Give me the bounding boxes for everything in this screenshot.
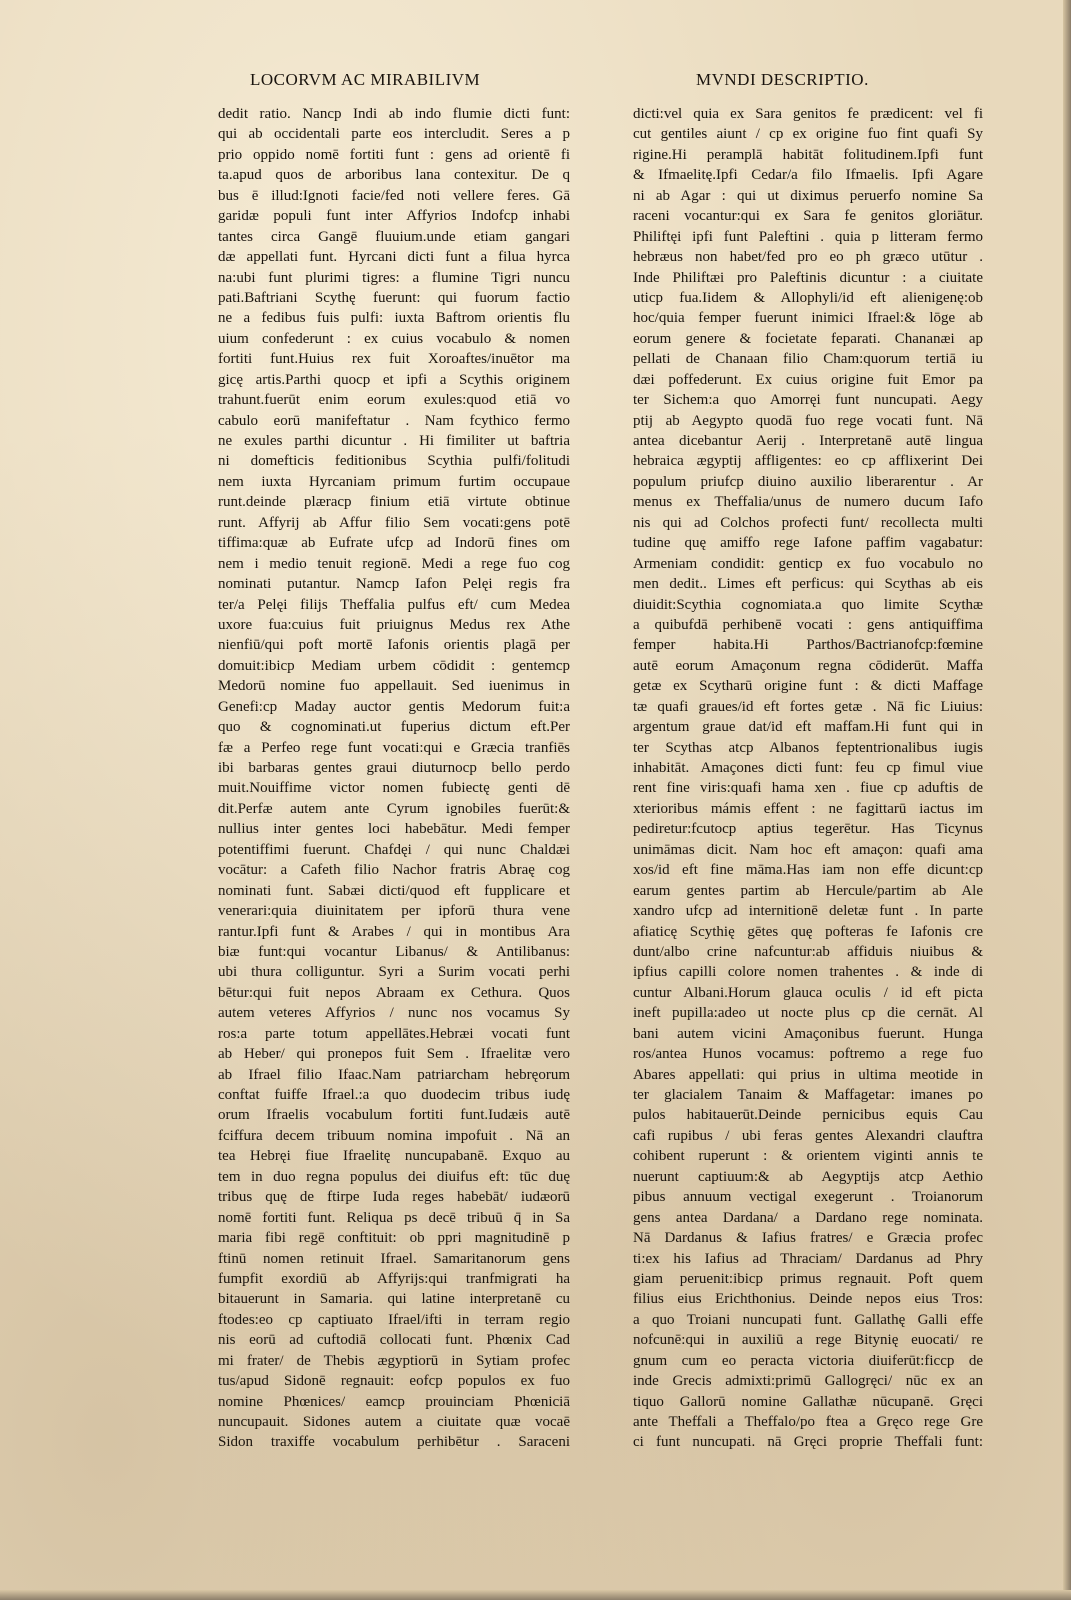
text-line: Armeniam condidit: genticp ex fuo vocabulo no <box>633 555 983 572</box>
text-line: giam peruenit:ibicp primus regnauit. Poft quem <box>633 1270 983 1287</box>
text-line: fortiti funt.Huius rex fuit Xoroaftes/inuētor ma <box>218 351 570 368</box>
text-line: hoc/quia femper fuerunt inimici Ifrael:& lōge ab <box>633 310 983 327</box>
text-line: gens antea Dardana/ a Dardano rege nominata. <box>633 1209 983 1226</box>
text-line: nuncupauit. Sidones autem a ciuitate quæ vocaē <box>218 1414 570 1430</box>
text-line: ineft pupilla:adeo ut nocte plus cp die cernāt. Al <box>633 1005 983 1022</box>
text-line: nomine Phœnices/ eamcp prouinciam Phœniciā <box>218 1393 570 1410</box>
text-line: Medorū nomine fuo appellauit. Sed iuenimus in <box>218 678 570 695</box>
text-line: runt. Affyrij ab Affur filio Sem vocati:gens potē <box>218 514 570 531</box>
text-line: inhabitāt. Amaçones dicti funt: feu cp fimul viue <box>633 760 983 776</box>
text-line: Genefi:cp Maday auctor gentis Medorum fuit:a <box>218 698 570 715</box>
text-line: cafi rupibus / ubi feras gentes Alexandri clauftra <box>633 1127 983 1144</box>
text-line: ti:ex his Iafius ad Thraciam/ Dardanus ad Phry <box>633 1250 983 1267</box>
text-line: ibi barbaras gentes graui diuturnocp bello perdo <box>218 760 570 776</box>
text-line: ci funt nuncupati. nā Gręci proprie Theffali funt: <box>633 1434 983 1451</box>
text-line: nis qui ad Colchos profecti funt/ recollecta multi <box>633 514 983 531</box>
text-line: autē eorum Amaçonum regna cōdiderūt. Maffa <box>633 657 983 674</box>
text-line: & Ifmaelitę.Ipfi Cedar/a filo Ifmaelis. Ipfi Agare <box>633 167 983 184</box>
text-line: ros/antea Hunos vocamus: poftremo a rege fuo <box>633 1046 983 1063</box>
text-line: eorum genere & focietate feparati. Chananæi ap <box>633 330 983 347</box>
text-line: tæ quafi graues/id eft fortes getæ . Nā fic Liuius: <box>633 698 983 715</box>
text-line: dæi poffederunt. Ex cuius origine fuit Emor pa <box>633 371 983 388</box>
text-line: rantur.Ipfi funt & Arabes / qui in montibus Ara <box>218 923 570 940</box>
text-line: filius eius Erichthonius. Deinde nepos eius Tros: <box>633 1291 983 1308</box>
text-line: orum Ifraelis vocabulum fortiti funt.Iudæis autē <box>218 1107 570 1124</box>
text-line: tus/apud Sidonē regnauit: eofcp populos ex fuo <box>218 1373 570 1390</box>
text-line: dunt/albo crine nafcuntur:ab affiduis niuibus & <box>633 943 983 960</box>
text-line: nullius inter gentes loci habebātur. Medi femper <box>218 821 570 838</box>
text-line: tea Hebręi fiue Ifraelitę nuncupabanē. Exquo au <box>218 1148 570 1165</box>
text-line: biæ funt:qui vocantur Libanus/ & Antilibanus: <box>218 943 570 960</box>
text-line: ne exules parthi dicuntur . Hi fimiliter ut baftria <box>218 433 570 449</box>
text-line: Philiftęi ipfi funt Paleftini . quia p litteram fermo <box>633 228 983 245</box>
text-line: tem in duo regna populus dei diuifus eft: tūc duę <box>218 1168 570 1185</box>
text-line: dicti:vel quia ex Sara genitos fe prædicent: vel fi <box>633 106 983 122</box>
text-line: gnum cum eo peracta victoria diuiferūt:ficcp de <box>633 1352 983 1369</box>
text-line: fæ a Perfeo rege funt vocati:qui e Græcia tranfiēs <box>218 739 570 756</box>
text-line: dæ appellati funt. Hyrcani dicti funt a filua hyrca <box>218 249 570 266</box>
page-edge-bottom <box>0 1590 1071 1600</box>
text-line: rent fine viris:quafi hama xen . fiue cp aduftis de <box>633 780 983 797</box>
text-line: quo & cognominati.ut fuperius dictum eft.Per <box>218 719 570 736</box>
text-line: rigine.Hi peramplā habitāt folitudinem.Ipfi funt <box>633 146 983 163</box>
text-line: maria fibi regē conftituit: ob ppri magnitudinē p <box>218 1230 570 1247</box>
text-line: hebraica ægyptij affligentes: eo cp afflixerint Dei <box>633 453 983 470</box>
text-line: ni ab Agar : qui ut diximus peruerfo nomine Sa <box>633 187 983 204</box>
text-line: ipfius capilli colore nomen trahentes . & inde di <box>633 964 983 981</box>
text-line: garidæ populi funt inter Affyrios Indofcp inhabi <box>218 208 570 225</box>
text-line: ubi thura colliguntur. Syri a Surim vocati perhi <box>218 964 570 981</box>
text-column-right <box>633 104 985 1453</box>
text-line: ni domefticis feditionibus Scythia pulfi/folitudi <box>218 453 570 470</box>
text-line: vocātur: a Cafeth filio Nachor fratris Abraę cog <box>218 862 570 879</box>
text-line: dit.Perfæ autem ante Cyrum ignobiles fuerūt:& <box>218 800 570 817</box>
text-line: nem iuxta Hyrcaniam primum furtim occupaue <box>218 473 570 490</box>
text-line: domuit:ibicp Mediam urbem cōdidit : gentemcp <box>218 657 570 674</box>
text-line: bētur:qui fuit nepos Abraam ex Cethura. Quos <box>218 984 570 1001</box>
page-edge-right <box>1063 0 1071 1600</box>
text-line: tiquo Gallorū nomine Gallathæ nūcupanē. Gręci <box>633 1393 983 1410</box>
text-line: populum priufcp diuino auxilio liberarentur . Ar <box>633 473 983 490</box>
text-line: Nā Dardanus & Iafius fratres/ e Græcia profec <box>633 1230 983 1247</box>
text-line: diuidit:Scythia cognomiata.a quo limite Scythæ <box>633 596 983 613</box>
text-line: muit.Nouiffime victor nomen fubiectę genti dē <box>218 780 570 797</box>
text-line: runt.deinde plæracp finium etiā virtute obtinue <box>218 494 570 511</box>
text-line: fumpfit exordiū ab Affyrijs:qui tranfmigrati ha <box>218 1270 570 1287</box>
text-line: earum gentes partim ab Hercule/partim ab Ale <box>633 882 983 899</box>
text-line: qui ab occidentali parte eos intercludit. Seres a p <box>218 126 570 143</box>
text-line: ter glacialem Tanaim & Maffagetar: imanes po <box>633 1087 983 1103</box>
text-line: tiffima:quæ ab Eufrate ufcp ad Indorū fines om <box>218 535 570 552</box>
text-line: nomē fortiti funt. Reliqua ps decē tribuū q̄ in Sa <box>218 1209 570 1226</box>
text-line: xos/id eft fine māma.Has iam non effe dicunt:cp <box>633 862 983 879</box>
text-column-left <box>218 104 570 1453</box>
text-line: tribus quę de ftirpe Iuda reges habebāt/ iudæorū <box>218 1189 570 1206</box>
text-line: cuntur Albani.Horum glauca oculis / id eft picta <box>633 984 983 1001</box>
text-line: pulos habitauerūt.Deinde pernicibus equis Cau <box>633 1107 983 1124</box>
text-line: na:ubi funt plurimi tigres: a flumine Tigri nuncu <box>218 269 570 286</box>
text-line: afiaticę Scythię gētes quę pofteras fe Iafonis cre <box>633 923 983 940</box>
text-line: Sidon traxiffe vocabulum perhibētur . Saraceni <box>218 1434 570 1451</box>
text-line: bitauerunt in Samaria. qui latine interpretanē cu <box>218 1291 570 1308</box>
text-line: mi frater/ de Thebis ægyptiorū in Sytiam profec <box>218 1352 570 1369</box>
text-line: menus ex Theffalia/unus de numero ducum Iafo <box>633 494 983 511</box>
text-line: ros:a parte totum appellātes.Hebræi vocati funt <box>218 1025 570 1042</box>
text-line: argentum graue dat/id eft maffam.Hi funt qui in <box>633 719 983 736</box>
text-line: nis eorū ad cuftodiā collocati funt. Phœnix Cad <box>218 1332 570 1349</box>
text-line: uxore fua:cuius fuit priuignus Medus rex Athe <box>218 616 570 633</box>
text-line: autem veteres Affyrios / nunc nos vocamus Sy <box>218 1005 570 1022</box>
text-line: cohibent ruperunt : & orientem viginti annis te <box>633 1148 983 1165</box>
text-line: gicę artis.Parthi quocp et ipfi a Scythis originem <box>218 371 570 388</box>
text-line: potentiffimi fuerunt. Chafdęi / qui nunc Chaldæi <box>218 841 570 858</box>
text-line: cabulo eorū manifeftatur . Nam fcythico fermo <box>218 412 570 429</box>
text-line: pellati de Chanaan filio Cham:quorum tertiā iu <box>633 351 983 368</box>
text-line: fciffura decem tribuum nomina impofuit . Nā an <box>218 1127 570 1144</box>
text-line: pibus annuum vectigal exegerunt . Troianorum <box>633 1189 983 1206</box>
text-line: nienfiū/qui poft mortē Iafonis orientis plagā per <box>218 637 570 654</box>
text-line: prio oppido nomē fortiti funt : gens ad orientē fi <box>218 146 570 163</box>
text-line: Abares appellati: qui prius in ultima meotide in <box>633 1066 983 1083</box>
text-line: Inde Philiftæi pro Paleftinis dicuntur : a ciuitate <box>633 269 983 286</box>
text-line: nuerunt captiuum:& ab Aegyptijs atcp Aethio <box>633 1168 983 1185</box>
text-line: ab Ifrael filio Ifaac.Nam patriarcham hebręorum <box>218 1066 570 1083</box>
running-header-right: MVNDI DESCRIPTIO. <box>696 70 869 89</box>
text-line: ab Heber/ qui pronepos fuit Sem . Ifraelitæ vero <box>218 1046 570 1063</box>
text-line: nominati putantur. Namcp Iafon Pelęi regis fra <box>218 576 570 593</box>
text-line: tantes circa Gangē fluuium.unde etiam gangari <box>218 228 570 245</box>
text-line: ftodes:eo cp captiuato Ifrael/ifti in terram regio <box>218 1311 570 1328</box>
text-line: uium confederunt : ex cuius vocabulo & nomen <box>218 330 570 347</box>
text-line: trahunt.fuerūt enim eorum exules:quod etiā vo <box>218 392 570 409</box>
text-line: a quibufdā perhibenē vocati : gens antiquiffima <box>633 616 983 633</box>
text-line: inde Grecis admixti:primū Gallogręci/ nūc ex an <box>633 1373 983 1390</box>
text-line: getæ ex Scytharū origine funt : & dicti Maffage <box>633 678 983 695</box>
text-line: ta.apud quos de arboribus lana contexitur. De q <box>218 167 570 184</box>
text-line: conftat fuiffe Ifrael.:a quo duodecim tribus iudę <box>218 1087 570 1103</box>
text-line: femper habita.Hi Parthos/Bactrianofcp:fœmine <box>633 637 983 654</box>
text-line: pati.Baftriani Scythę fuerunt: qui fuorum factio <box>218 289 570 306</box>
text-line: men dedit.. Limes eft perficus: qui Scythas ab eis <box>633 576 983 593</box>
text-line: bus ē illud:Ignoti facie/fed noti vellere feres. Gā <box>218 187 570 204</box>
text-line: raceni vocantur:qui ex Sara fe genitos gloriātur. <box>633 208 983 225</box>
text-line: ne a fedibus fuis pulfi: iuxta Baftrom orientis flu <box>218 310 570 327</box>
text-line: dedit ratio. Nancp Indi ab indo flumie dicti funt: <box>218 106 570 122</box>
text-line: unimāmas dicit. Nam hoc eft amaçon: quafi ama <box>633 841 983 858</box>
text-line: nominati funt. Sabæi dicti/quod eft fupplicare et <box>218 882 570 899</box>
text-line: venerari:quia diuinitatem per ipforū thura vene <box>218 903 570 920</box>
text-line: hebræus non habet/fed pro eo ph græco utūtur . <box>633 249 983 266</box>
running-header-left: LOCORVM AC MIRABILIVM <box>250 70 481 89</box>
text-line: ptij ab Aegypto quodā fuo rege vocati funt. Nā <box>633 412 983 429</box>
text-line: xandro ufcp ad internitionē deletæ funt . In parte <box>633 903 983 920</box>
text-line: a quo Troiani nuncupati funt. Gallathę Galli effe <box>633 1311 983 1328</box>
text-line: ter Scythas atcp Albanos feptentrionalibus iugis <box>633 739 983 756</box>
text-line: ante Theffali a Theffalo/po ftea a Gręco rege Gre <box>633 1414 983 1430</box>
text-line: bani autem vicini Amaçonibus fuerunt. Hunga <box>633 1025 983 1042</box>
text-line: nofcunē:qui in auxiliū a rege Bitynię euocati/ re <box>633 1332 983 1349</box>
text-line: antea dicebantur Aerij . Interpretanē autē lingua <box>633 433 983 449</box>
text-line: xterioribus mámis effent : ne fagittarū iactus im <box>633 800 983 817</box>
text-line: uticp fua.Iidem & Allophyli/id eft alienigenę:ob <box>633 289 983 306</box>
text-line: ter Sichem:a quo Amorręi funt nuncupati. Aegy <box>633 392 983 409</box>
text-line: ter/a Pelęi filijs Theffalia pulfus eft/ cum Medea <box>218 596 570 613</box>
text-line: ftinū nomen retinuit Ifrael. Samaritanorum gens <box>218 1250 570 1267</box>
text-line: tudine quę amiffo rege Iafone paffim vagabatur: <box>633 535 983 552</box>
text-line: nem i medio tenuit regionē. Medi a rege fuo cog <box>218 555 570 572</box>
text-line: cut gentiles aiunt / cp ex origine fuo fint quafi Sy <box>633 126 983 143</box>
text-line: pediretur:fcutocp aptius tegerētur. Has Ticynus <box>633 821 983 838</box>
